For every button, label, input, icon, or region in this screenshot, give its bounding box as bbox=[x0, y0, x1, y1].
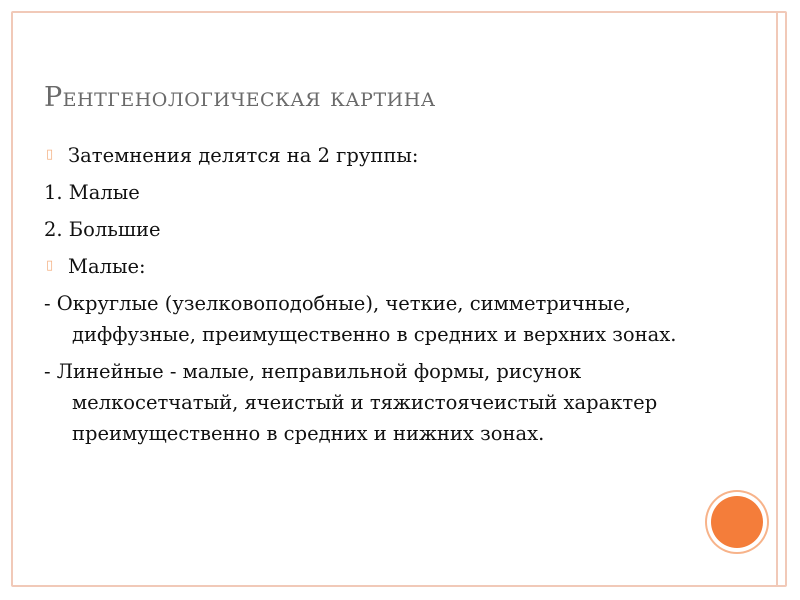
bullet-icon: ▯ bbox=[46, 258, 54, 273]
dash-item bbox=[44, 288, 684, 350]
bullet-text: Малые: bbox=[68, 255, 146, 278]
numbered-text: 2. Большие bbox=[44, 218, 161, 241]
bullet-text: Затемнения делятся на 2 группы: bbox=[68, 144, 419, 167]
numbered-item bbox=[44, 177, 684, 208]
dash-text: - Округлые (узелковоподобные), четкие, симметричные, диффузные, преимущественно в средних и верхних зонах. bbox=[44, 292, 677, 346]
slide-title: Рентгенологическая картина bbox=[44, 82, 436, 113]
dash-item bbox=[44, 356, 684, 449]
bullet-item bbox=[44, 140, 684, 171]
numbered-text: 1. Малые bbox=[44, 181, 140, 204]
bullet-icon: ▯ bbox=[46, 147, 54, 162]
numbered-item bbox=[44, 214, 684, 245]
dash-text: - Линейные - малые, неправильной формы, рисунок мелкосетчатый, ячеистый и тяжистоячеистый характер преимущественно в средних и нижних зонах. bbox=[44, 360, 658, 445]
bullet-item bbox=[44, 251, 684, 282]
accent-circle-icon bbox=[711, 496, 763, 548]
slide-content bbox=[44, 140, 684, 455]
slide-right-rule bbox=[776, 11, 778, 587]
